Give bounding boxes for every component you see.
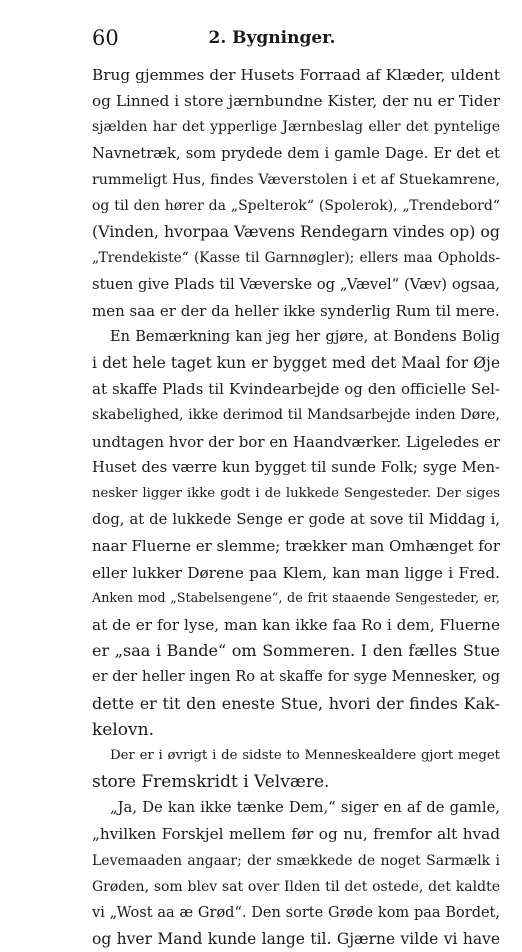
text-line: nesker ligger ikke godt i de lukkede Sengesteder. Der siges [92,486,500,501]
text-line: og hver Mand kunde lange til. Gjærne vilde vi have [92,930,500,949]
text-line: Huset des værre kun bygget til sunde Folk; syge Men- [92,458,500,476]
text-line: Anken mod „Stabelsengene“, de frit staaende Sengesteder, er, [92,590,500,606]
text-line: sjælden har det ypperlige Jærnbeslag eller det pyntelige [92,119,500,136]
text-line: og til den hører da „Spelterok“ (Spolerok), „Trendebord“ [92,197,500,214]
page-header [92,26,452,54]
text-line: eller lukker Dørene paa Klem, kan man ligge i Fred. [92,563,500,582]
text-line: i det hele taget kun er bygget med det Maal for Øje [92,354,500,373]
text-line: at skaffe Plads til Kvindearbejde og den officielle Sel- [92,380,500,399]
text-line: skabelighed, ikke derimod til Mandsarbejde inden Døre, [92,407,500,424]
text-line: dog, at de lukkede Senge er gode at sove til Middag i, [92,511,500,529]
text-line: (Vinden, hvorpaa Vævens Rendegarn vindes op) og [92,222,500,242]
text-line: vi „Wost aa æ Grød“. Den sorte Grøde kom paa Bordet, [92,905,500,921]
text-line: Der er i øvrigt i de sidste to Menneskealdere gjort meget [110,747,500,763]
text-line: Brug gjemmes der Husets Forraad af Klæder, uldent [92,66,500,84]
text-line: undtagen hvor der bor en Haandværker. Ligeledes er [92,432,500,451]
text-line: er „saa i Bande“ om Sommeren. I den fælles Stue [92,641,500,661]
text-line: „Trendekiste“ (Kasse til Garnnøgler); ellers maa Opholds- [92,250,500,267]
running-title: 2. Bygninger. [208,28,336,48]
text-line: Grøden, som blev sat over Ilden til det ostede, det kaldte [92,878,500,895]
text-line: naar Fluerne er slemme; trækker man Omhænget for [92,537,500,556]
text-line: „hvilken Forskjel mellem før og nu, fremfor alt hvad [92,825,500,844]
text-line: at de er for lyse, man kan ikke faa Ro i dem, Fluerne [92,615,500,634]
text-line: En Bemærkning kan jeg her gjøre, at Bondens Bolig [110,328,500,345]
text-line: kelovn. [92,719,154,740]
text-line: rummeligt Hus, findes Væverstolen i et af Stuekamrene, [92,171,500,188]
text-line: stuen give Plads til Væverske og „Vævel“ (Væv) ogsaa, [92,275,500,293]
text-line: men saa er der da heller ikke synderlig Rum til mere. [92,301,500,320]
text-body [92,62,500,952]
text-line: dette er tit den eneste Stue, hvori der findes Kak- [92,693,500,713]
text-line: Navnetræk, som prydede dem i gamle Dage. Er det et [92,144,500,162]
text-line: „Ja, De kan ikke tænke Dem,“ siger en af de gamle, [110,799,500,817]
text-line: Levemaaden angaar; der smækkede de noget Sarmælk i [92,852,500,869]
text-line: store Fremskridt i Velvære. [92,772,330,793]
text-line: og Linned i store jærnbundne Kister, der nu er Tider [92,92,500,111]
page-number: 60 [92,26,119,50]
text-line: er der heller ingen Ro at skaffe for syge Mennesker, og [92,669,500,686]
